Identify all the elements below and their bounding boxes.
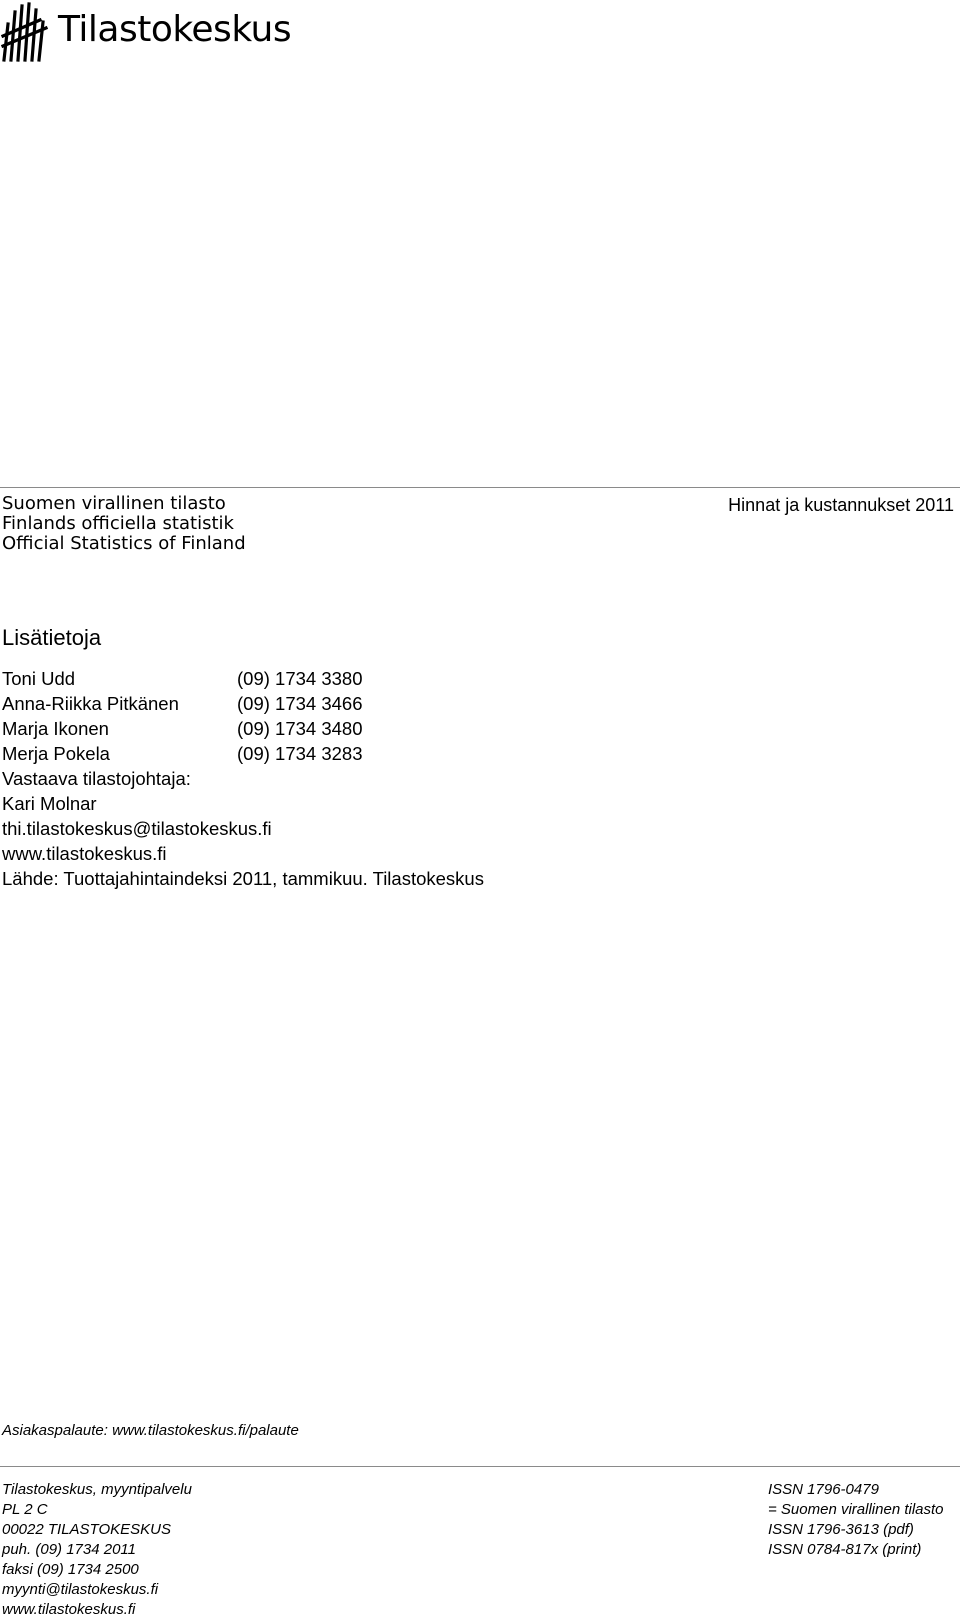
contact-row — [2, 741, 484, 766]
series-name-sv: Finlands officiella statistik — [2, 513, 234, 534]
director-label: Vastaava tilastojohtaja: — [2, 768, 191, 789]
contact-phone: (09) 1734 3380 — [237, 668, 363, 689]
contact-row — [2, 666, 484, 691]
feedback-link[interactable]: Asiakaspalaute: www.tilastokeskus.fi/palaute — [2, 1422, 299, 1439]
footer-contact-info — [2, 1480, 192, 1620]
footer-email-link[interactable]: myynti@tilastokeskus.fi — [2, 1581, 159, 1598]
footer-postcode: 00022 TILASTOKESKUS — [2, 1521, 171, 1538]
footer-divider — [0, 1466, 960, 1467]
top-divider — [0, 487, 960, 488]
series-name — [2, 494, 246, 554]
footer-fax: faksi (09) 1734 2500 — [2, 1561, 139, 1578]
footer-pobox: PL 2 C — [2, 1501, 48, 1518]
email-link[interactable]: thi.tilastokeskus@tilastokeskus.fi — [2, 818, 272, 839]
issn-series: ISSN 1796-0479 — [768, 1481, 879, 1498]
contact-row — [2, 716, 484, 741]
logo-wordmark: Tilastokeskus — [58, 9, 292, 50]
info-heading: Lisätietoja — [2, 625, 102, 650]
website-link[interactable]: www.tilastokeskus.fi — [2, 843, 167, 864]
director-name: Kari Molnar — [2, 793, 97, 814]
series-name-fi: Suomen virallinen tilasto — [2, 493, 226, 514]
footer-issn-info — [768, 1480, 944, 1560]
issn-print: ISSN 0784-817x (print) — [768, 1541, 922, 1558]
issn-series-note: = Suomen virallinen tilasto — [768, 1501, 944, 1518]
footer-phone: puh. (09) 1734 2011 — [2, 1541, 136, 1558]
contact-name: Anna-Riikka Pitkänen — [2, 693, 179, 714]
source-note: Lähde: Tuottajahintaindeksi 2011, tammikuu. Tilastokeskus — [2, 868, 484, 889]
contact-name: Toni Udd — [2, 668, 76, 689]
tilastokeskus-logo-icon — [0, 2, 50, 62]
publication-title: Hinnat ja kustannukset 2011 — [728, 495, 954, 515]
contact-list — [2, 666, 484, 891]
footer-website-link[interactable]: www.tilastokeskus.fi — [2, 1601, 136, 1618]
series-name-en: Official Statistics of Finland — [2, 533, 246, 554]
contact-name: Marja Ikonen — [2, 718, 109, 739]
contact-phone: (09) 1734 3480 — [237, 718, 363, 739]
footer-org: Tilastokeskus, myyntipalvelu — [2, 1481, 192, 1498]
contact-phone: (09) 1734 3283 — [237, 743, 363, 764]
contact-row — [2, 691, 484, 716]
issn-pdf: ISSN 1796-3613 (pdf) — [768, 1521, 914, 1538]
tilastokeskus-logo — [0, 0, 290, 64]
contact-name: Merja Pokela — [2, 743, 110, 764]
contact-phone: (09) 1734 3466 — [237, 693, 363, 714]
